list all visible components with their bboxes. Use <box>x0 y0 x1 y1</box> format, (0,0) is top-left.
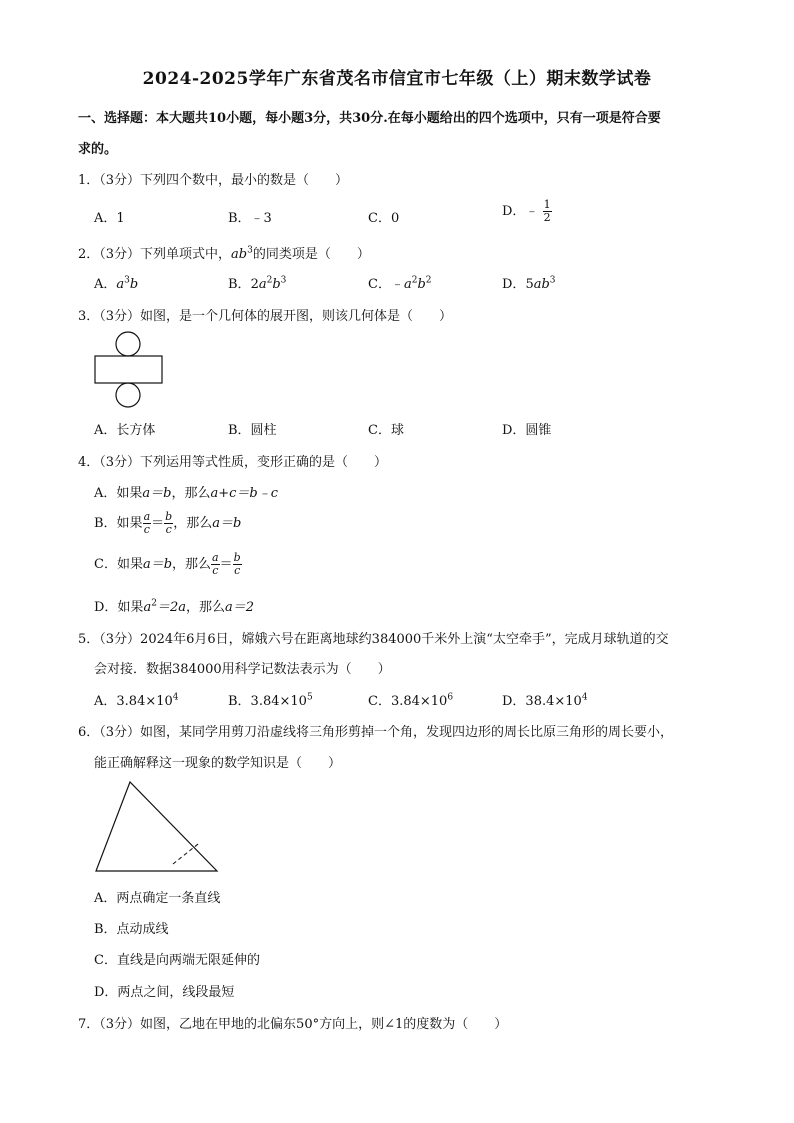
q5-option-d: D．$38.4\times 10^4$ <box>502 692 588 709</box>
q6-option-d: D．两点之间，线段最短 <box>94 985 235 1000</box>
q6-option-a: A．两点确定一条直线 <box>94 891 221 906</box>
q2-option-d: D．$5ab^3$ <box>502 275 556 292</box>
q1-option-d <box>502 199 552 224</box>
triangle-shape <box>96 782 217 871</box>
net-top-circle <box>116 332 140 356</box>
q1-stem: 1．（3分）下列四个数中，最小的数是（ ） <box>78 173 349 188</box>
section-header-line2: 求的。 <box>78 142 118 157</box>
q5-stem-line2: 会对接．数据384000用科学记数法表示为（ ） <box>94 662 391 677</box>
q4-option-b: B．如果 $\frac{a}{c}$ ＝ $\frac{b}{c}$ ，那么a＝b <box>94 510 242 536</box>
q2-option-c: C．$﹣a^2b^2$ <box>368 275 432 292</box>
q6-option-c: C．直线是向两端无限延伸的 <box>94 953 260 968</box>
q5-option-b: B．$3.84\times 10^5$ <box>228 692 313 709</box>
fraction-numerator: 1 <box>543 198 551 211</box>
net-rectangle <box>95 356 162 383</box>
q1-option-c: C．0 <box>368 211 400 226</box>
fraction-denominator: 2 <box>543 211 551 224</box>
q5-option-a: A．$3.84\times 10^4$ <box>94 692 179 709</box>
q3-stem: 3．（3分）如图，是一个几何体的展开图，则该几何体是（ ） <box>78 309 453 324</box>
q2-option-a: A．$a^3b$ <box>94 275 139 292</box>
fraction <box>543 199 552 224</box>
cylinder-net-figure <box>90 330 170 410</box>
q3-option-b: B．圆柱 <box>228 423 277 438</box>
q1-option-d-prefix: D．﹣ <box>502 204 539 219</box>
q3-option-a: A．长方体 <box>94 423 156 438</box>
q7-stem: 7．（3分）如图，乙地在甲地的北偏东50°方向上，则∠1的度数为（ ） <box>78 1017 508 1032</box>
q6-option-b: B．点动成线 <box>94 922 169 937</box>
net-bottom-circle <box>116 383 140 407</box>
q1-option-b: B．﹣3 <box>228 211 272 226</box>
q3-option-c: C．球 <box>368 423 404 438</box>
q2-stem: 2．（3分）下列单项式中，$ab^3$的同类项是（ ） <box>78 245 370 262</box>
q2-option-b: B．$2a^2b^3$ <box>228 275 287 292</box>
q1-option-a: A．1 <box>94 211 125 226</box>
q4-option-c: C．如果a＝b，那么 $\frac{a}{c}$ ＝ $\frac{b}{c}$ <box>94 551 241 577</box>
section-header-line1: 一、选择题：本大题共10小题，每小题3分，共30分.在每小题给出的四个选项中，只有一项是符合要 <box>78 111 661 126</box>
exam-title: 2024-2025学年广东省茂名市信宜市七年级（上）期末数学试卷 <box>142 69 652 89</box>
q3-option-d: D．圆锥 <box>502 423 552 438</box>
q5-stem-line1: 5．（3分）2024年6月6日，嫦娥六号在距离地球约384000千米外上演“太空牵手”，完成月球轨道的交 <box>78 632 669 647</box>
q4-option-a: A．如果a＝b，那么a+c＝b﹣c <box>94 486 279 501</box>
q6-stem-line2: 能正确解释这一现象的数学知识是（ ） <box>94 756 342 771</box>
q4-option-d: D．如果$a^2=2a$，那么a＝2 <box>94 598 255 615</box>
q4-stem: 4．（3分）下列运用等式性质，变形正确的是（ ） <box>78 455 388 470</box>
q6-stem-line1: 6．（3分）如图，某同学用剪刀沿虚线将三角形剪掉一个角，发现四边形的周长比原三角形的周长要小， <box>78 725 674 740</box>
cut-triangle-figure <box>92 780 222 875</box>
q5-option-c: C．$3.84\times 10^6$ <box>368 692 454 709</box>
